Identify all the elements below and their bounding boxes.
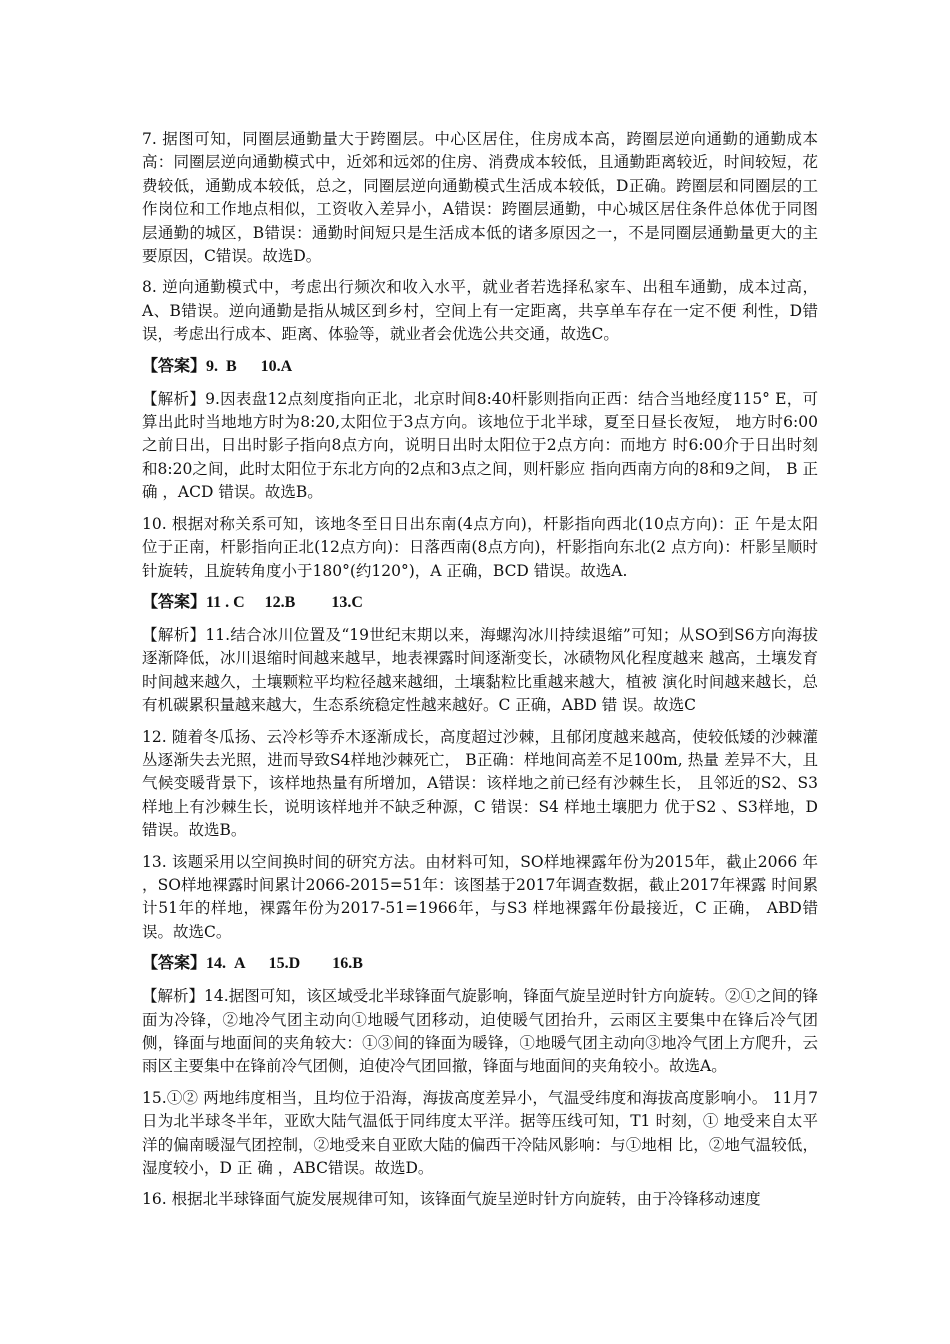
analysis-q12: 12. 随着冬瓜扬、云冷杉等乔木逐渐成长，高度超过沙棘，且郁闭度越来越高，使较低矮的沙棘灌丛逐渐失去光照，进而导致S4样地沙棘死亡， B正确：样地间高差不足100m, 热量 差异不大，且气候变暖背景下，该样地热量有所增加，A错误：该样地之前已经有沙棘生长， 且邻近的S2、S3 样地上有沙棘生长，说明该样地并不缺乏种源，C 错误：S4 样地土壤肥力 优于S2 、S3样地，D错误。故选B。 (142, 727, 818, 840)
analysis-q15: 15.①② 两地纬度相当，且均位于沿海，海拔高度差异小，气温受纬度和海拔高度影响小。 11月7日为北半球冬半年，亚欧大陆气温低于同纬度太平洋。据等压线可知，T1 时刻，① 地受来自太平洋的偏南暖湿气团控制，②地受来自亚欧大陆的偏西干冷陆风影响：与①地相 比，②地气温较低，湿度较小，D 正 确 ，ABC错误。故选D。 (142, 1088, 818, 1178)
answer-q14-16: 【答案】14. A 15.D 16.B (142, 955, 363, 973)
answer-q11-13: 【答案】11 . C 12.B 13.C (142, 593, 363, 611)
analysis-q7: 7. 据图可知，同圈层通勤量大于跨圈层。中心区居住，住房成本高，跨圈层逆向通勤的通勤成本高：同圈层逆向通勤模式中，近郊和远郊的住房、消费成本较低，且通勤距离较近，时间较短，花费较低，通勤成本较低，总之，同圈层逆向通勤模式生活成本较低，D正确。跨圈层和同圈层的工作岗位和工作地点相似，工资收入差异小，A错误：跨圈层通勤，中心城区居住条件总体优于同图层通勤的城区，B错误：通勤时间短只是生活成本低的诸多原因之一，不是同圈层通勤量更大的主要原因，C错误。故选D。 (142, 130, 818, 266)
analysis-q13: 13. 该题采用以空间换时间的研究方法。由材料可知，SO样地裸露年份为2015年，截止2066 年 ，SO样地裸露时间累计2066-2015=51年：该图基于2017年调查数据，截止2017年裸露 时间累计51年的样地，裸露年份为2017-51=1966年，与S3 样地裸露年份最接近，C 正确， ABD错误。故选C。 (142, 852, 818, 941)
analysis-q14: 【解析】14.据图可知，该区域受北半球锋面气旋影响，锋面气旋呈逆时针方向旋转。②①之间的锋面为冷锋，②地冷气团主动向①地暖气团移动，迫使暖气团抬升，云雨区主要集中在锋后冷气团侧，锋面与地面间的夹角较大：①③间的锋面为暖锋，①地暖气团主动向③地冷气团上方爬升，云雨区主要集中在锋前冷气团侧，迫使冷气团回撤，锋面与地面间的夹角较小。故选A。 (142, 987, 818, 1076)
analysis-q9: 【解析】9.因表盘12点刻度指向正北，北京时间8:40杆影则指向正西：结合当地经度115° E，可算出此时当地地方时为8:20,太阳位于3点方向。该地位于北半球，夏至日昼长夜短， 地方时6:00之前日出，日出时影子指向8点方向，说明日出时太阳位于2点方向：而地方 时6:00介于日出时刻和8:20之间，此时太阳位于东北方向的2点和3点之间，则杆影应 指向西南方向的8和9之间， B 正 确 ，ACD 错误。故选B。 (142, 389, 818, 502)
answer-q9-10: 【答案】9. B 10.A (142, 357, 293, 375)
analysis-q16: 16. 根据北半球锋面气旋发展规律可知，该锋面气旋呈逆时针方向旋转，由于冷锋移动速度 (142, 1190, 761, 1209)
analysis-q10: 10. 根据对称关系可知，该地冬至日日出东南(4点方向)，杆影指向西北(10点方向)：正 午是太阳位于正南，杆影指向正北(12点方向)：日落西南(8点方向)，杆影指向东北(2 点方向)：杆影呈顺时针旋转，且旋转角度小于180°(约120°)，A 正确，BCD 错误。故选A. (142, 514, 818, 580)
analysis-q8: 8. 逆向通勤模式中，考虑出行频次和收入水平，就业者若选择私家车、出租车通勤，成本过高，A、B错误。逆向通勤是指从城区到乡村，空间上有一定距离，共享单车存在一定不便 利性，D错误，考虑出行成本、距离、体验等，就业者会优选公共交通，故选C。 (142, 278, 818, 344)
document-page (142, 128, 818, 1220)
analysis-q11: 【解析】11.结合冰川位置及“19世纪末期以来，海螺沟冰川持续退缩”可知；从SO到S6方向海拔逐渐降低，冰川退缩时间越来越早，地表裸露时间逐渐变长，冰碛物风化程度越来 越高，土壤发育时间越来越久，土壤颗粒平均粒径越来越细，土壤黏粒比重越来越大，植被 演化时间越来越长，总有机碳累积量越来越大，生态系统稳定性越来越好。C 正确，ABD 错 误。故选C (142, 625, 818, 715)
